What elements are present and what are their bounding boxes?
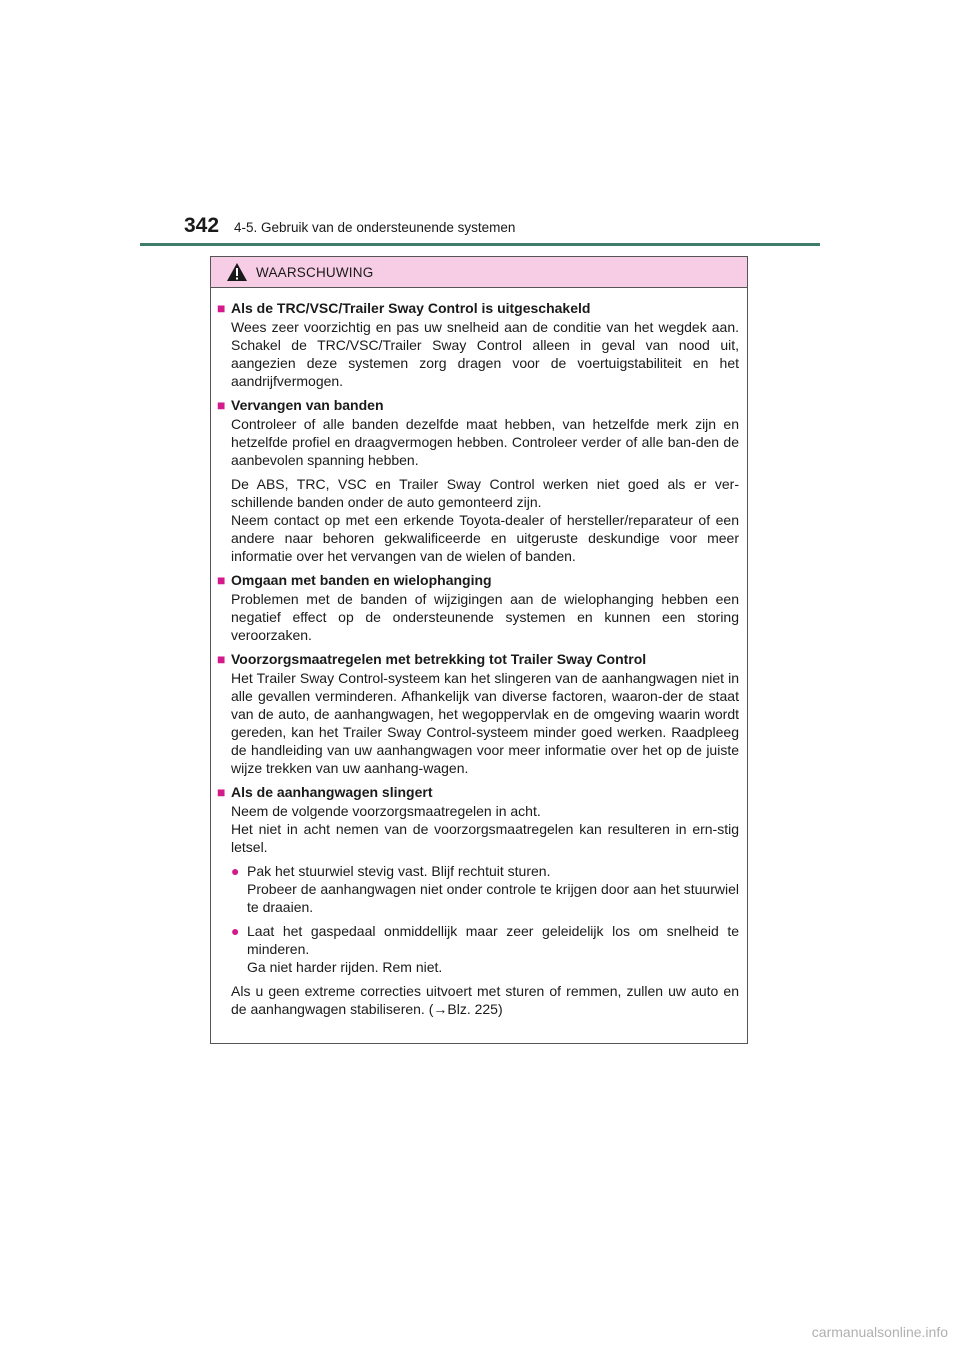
section-title: 4-5. Gebruik van de ondersteunende systemen [234, 220, 516, 235]
item-paragraph: Problemen met de banden of wijzigingen aan de wielophanging hebben een negatief effect op de ondersteunende systemen en kunnen een storing veroorzaken. [231, 591, 739, 643]
item-paragraph: Als u geen extreme correcties uitvoert met sturen of remmen, zullen uw auto en de aanhangwagen stabiliseren. (→Blz. 225) [231, 983, 739, 1017]
item-heading: Als de TRC/VSC/Trailer Sway Control is uitgeschakeld [231, 300, 591, 316]
warning-triangle-icon [226, 262, 248, 282]
square-bullet-icon: ■ [217, 572, 226, 588]
square-bullet-icon: ■ [217, 397, 226, 413]
warning-item [217, 783, 739, 1018]
warning-body [211, 288, 747, 1018]
header-rule [140, 243, 820, 246]
item-paragraph: Het Trailer Sway Control-systeem kan het slingeren van de aanhangwagen niet in alle gevallen verminderen. Afhankelijk van diverse factoren, waaron-der de staat van de auto, de aanhangwagen, het wegoppervlak en de omgeving waarin wordt gereden, kan het Trailer Sway Control-systeem minder goed werken. Raadpleeg de handleiding van uw aanhangwagen voor meer informatie over het op de juiste wijze trekken van uw aanhang-wagen. [231, 670, 739, 776]
warning-box [210, 256, 748, 1044]
item-heading: Als de aanhangwagen slingert [231, 784, 433, 800]
item-heading: Voorzorgsmaatregelen met betrekking tot Trailer Sway Control [231, 651, 647, 667]
page-number: 342 [184, 214, 220, 237]
item-paragraph: De ABS, TRC, VSC en Trailer Sway Control werken niet goed als er ver-schillende banden onder de auto gemonteerd zijn. Neem contact op met een erkende Toyota-dealer of hersteller/reparateur of een andere naar behoren gekwalificeerde en uitgeruste deskundige voor meer informatie over het vervangen van de wielen of banden. [231, 476, 739, 564]
page-header [184, 214, 515, 238]
list-item: ● Laat het gaspedaal onmiddellijk maar zeer geleidelijk los om snelheid te minderen. Ga niet harder rijden. Rem niet. [231, 923, 739, 975]
item-paragraph: Controleer of alle banden dezelfde maat hebben, van hetzelfde merk zijn en hetzelfde profiel en draagvermogen hebben. Controleer verder of alle ban-den de aanbevolen spanning hebben. [231, 416, 739, 468]
circle-bullet-icon: ● [231, 863, 240, 879]
circle-bullet-icon: ● [231, 923, 240, 939]
warning-title: WAARSCHUWING [256, 264, 374, 280]
square-bullet-icon: ■ [217, 651, 226, 667]
warning-item [217, 650, 739, 777]
item-paragraph: Neem de volgende voorzorgsmaatregelen in acht. Het niet in acht nemen van de voorzorgsmaatregelen kan resulteren in ern-stig letsel. [231, 803, 739, 855]
warning-item [217, 571, 739, 644]
warning-item [217, 396, 739, 565]
list-item: ● Pak het stuurwiel stevig vast. Blijf rechtuit sturen. Probeer de aanhangwagen niet onder controle te krijgen door aan het stuurwiel te draaien. [231, 863, 739, 915]
item-paragraph: Wees zeer voorzichtig en pas uw snelheid aan de conditie van het wegdek aan. Schakel de TRC/VSC/Trailer Sway Control alleen in geval van nood uit, aangezien deze systemen zorg dragen voor de voertuigstabiliteit en het aandrijfvermogen. [231, 319, 739, 389]
square-bullet-icon: ■ [217, 784, 226, 800]
warning-item [217, 299, 739, 390]
square-bullet-icon: ■ [217, 300, 226, 316]
warning-header [211, 257, 747, 288]
watermark-footer: carmanualsonline.info [811, 1324, 948, 1340]
item-heading: Omgaan met banden en wielophanging [231, 572, 492, 588]
item-heading: Vervangen van banden [231, 397, 384, 413]
